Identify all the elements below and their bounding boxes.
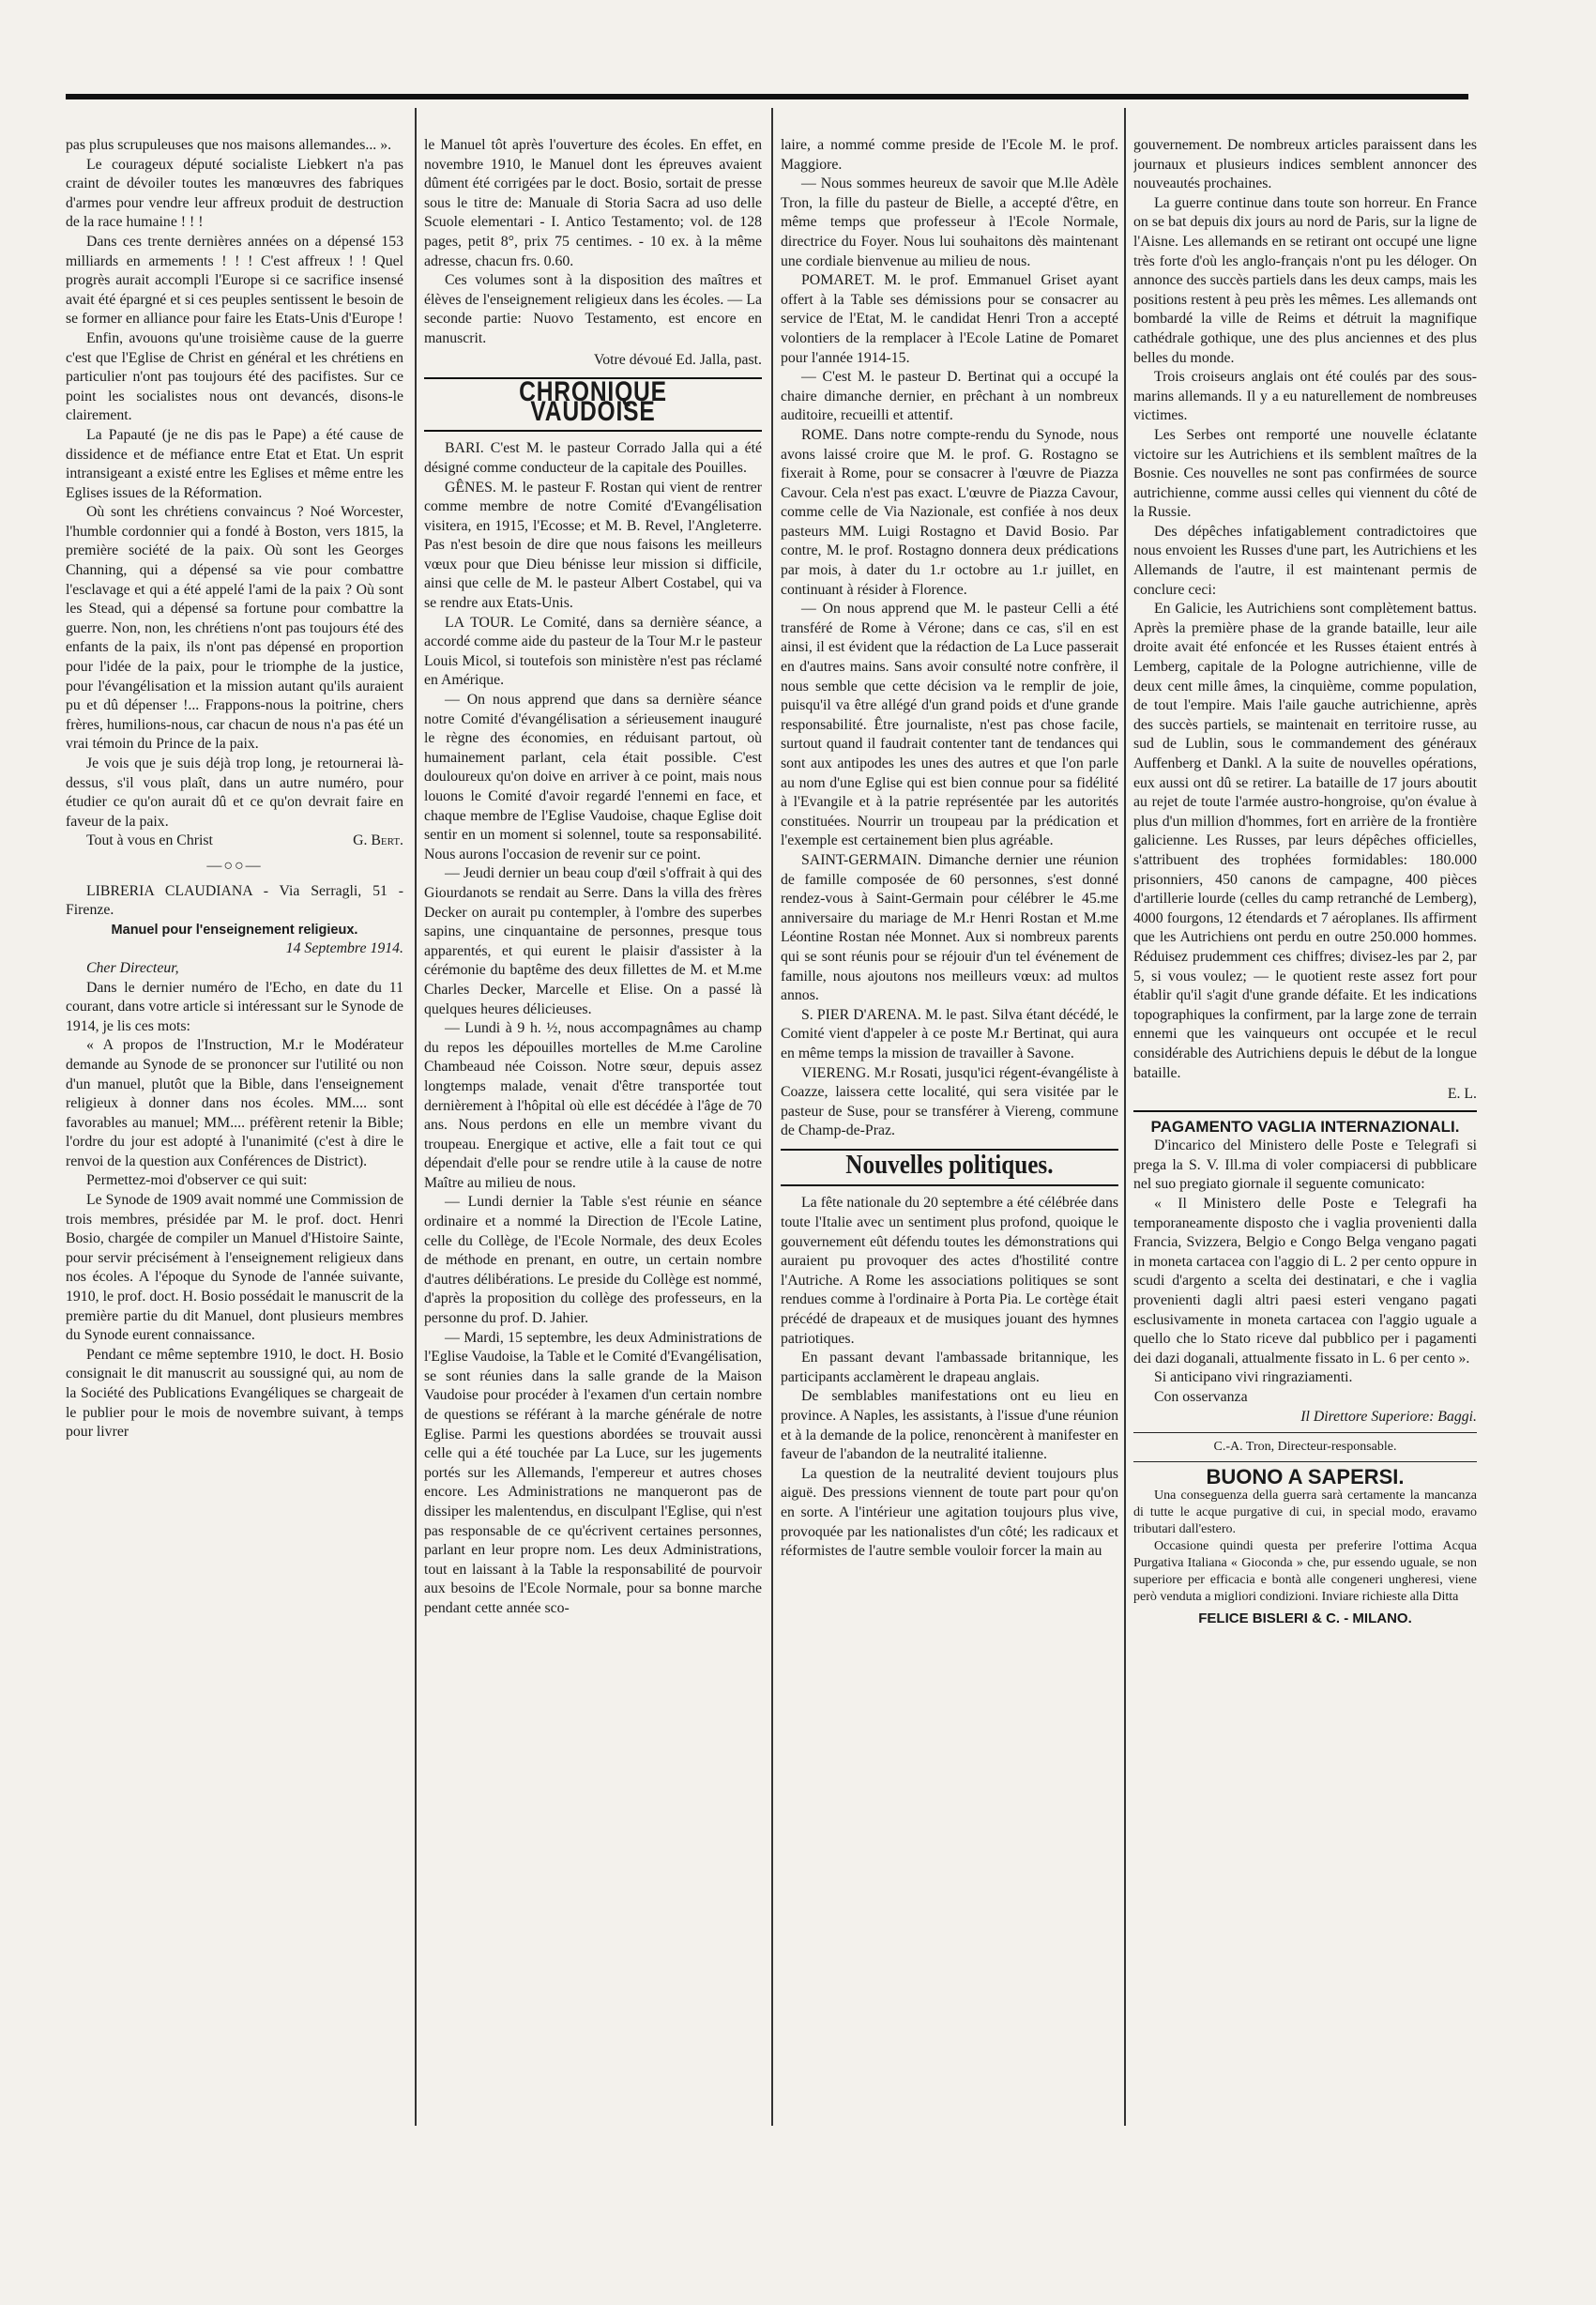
column-1 — [66, 136, 403, 1443]
paragraph: Ces volumes sont à la disposition des maîtres et élèves de l'enseignement religieux dans les écoles. — La seconde partie: Nuovo Testamento, est encore en manuscrit. — [424, 272, 762, 346]
paragraph: S. PIER D'ARENA. M. le past. Silva étant décédé, le Comité vient d'appeler à ce poste M.r Bertinat, qui aura en même temps la mission de travailler à Savone. — [781, 1006, 1118, 1061]
column-divider — [415, 108, 417, 2126]
firm-name: FELICE BISLERI & C. - MILANO. — [1198, 1610, 1412, 1626]
closing: Tout à vous en Christ — [86, 832, 213, 849]
paragraph: « Il Ministero delle Poste e Telegrafi ha temporaneamente disposto che i vaglia provenienti dalla Francia, Svizzera, Belgio e Congo Belga vengano pagati in moneta cartacea con l'aggio di L. 2 per cento oppure in scudi d'argento a scelta dei destinatari, e che i vaglia provenienti dagli altri paesi esteri vengano pagati esclusivamente in moneta cartacea con l'aggio uguale a quello che lo Stato riceve dal pubblico per i pagamenti dei dazi doganali, attualmente fissato in L. 6 per cento ». — [1133, 1196, 1477, 1366]
letter-date: 14 Septembre 1914. — [285, 940, 403, 957]
paragraph: Pendant ce même septembre 1910, le doct. H. Bosio consignait le dit manuscrit au soussigné qui, au nom de la Société des Publications Evangéliques se chargeait de le publier pour le mois de novembre suivant, à temps pour livrer — [66, 1346, 403, 1441]
paragraph: Des dépêches infatigablement contradictoires que nous envoient les Russes d'une part, les Autrichiens et les Allemands de l'autre, il est maintenant permis de conclure ceci: — [1133, 523, 1477, 598]
section-title: CHRONIQUE VAUDOISE — [519, 376, 667, 427]
paragraph: En Galicie, les Autrichiens sont complètement battus. Après la première phase de la grande bataille, leur aile droite avait été enfoncée et les Russes étaient entrés à Lemberg, capitale de la Pologne autrichienne, ville de deux cent mille âmes, la cinquième, comme population, de tout l'empire. Mais l'aile gauche autrichienne, après des succès partiels, se maintenait en territoire russe, au sud de Lublin, sous le commandement des généraux Auffenberg et Dankl. A la suite de nouvelles opérations, eux aussi ont dû se retirer. La bataille de 17 jours aboutit au rejet de toute l'armée austro-hongroise, qu'on évalue à plus d'un million d'hommes, fort en arrière de la frontière galicienne. Les Russes, par leurs dépêches officielles, s'attribuent des trophées formidables: 180.000 prisonniers, 450 canons de campagne, 400 pièces d'artillerie lourde (celles du camp retranché de Lemberg), 4000 fourgons, 12 étendards et 7 aéroplanes. Ils affirment que les Autrichiens ont perdu en outre 250.000 hommes. Réduisez prudemment ces chiffres; divisez-les par 2, par 5, si vous voulez; — le quotient reste assez fort pour établir qu'il s'agit d'une grande défaite. Et les indications topographiques la confirment, par la large zone de terrain ennemi que les vainqueurs ont occupée et le recul considérable des Autrichiens depuis le début de la longue bataille. — [1133, 601, 1477, 1081]
paragraph: POMARET. M. le prof. Emmanuel Griset ayant offert à la Table ses démissions pour se consacrer au service de l'Etat, M. le candidat Henri Tron a accepté volontiers de la remplacer à l'Ecole Latine de Pomaret pour l'année 1914-15. — [781, 272, 1118, 366]
paragraph: Dans le dernier numéro de l'Echo, en date du 11 courant, dans votre article si intéressant sur le Synode de 1914, je lis ces mots: — [66, 979, 403, 1034]
signature: Votre dévoué Ed. Jalla, past. — [593, 351, 762, 368]
paragraph: GÊNES. M. le pasteur F. Rostan qui vient de rentrer comme membre de notre Comité d'Evangélisation visitera, en 1915, l'Ecosse; et M. B. Revel, l'Angleterre. Pas n'est besoin de dire que nous faisons les meilleurs vœux pour que Dieu bénisse leur mission si difficile, ainsi que celle de M. le pasteur Albert Costabel, qui va se rendre aux Etats-Unis. — [424, 479, 762, 612]
library-subheading: Manuel pour l'enseignement religieux. — [111, 922, 358, 938]
editor-line: C.-A. Tron, Directeur-responsable. — [1213, 1440, 1397, 1455]
advertisement-heading: BUONO A SAPERSI. — [1206, 1465, 1405, 1489]
paragraph: Où sont les chrétiens convaincus ? Noé Worcester, l'humble cordonnier qui a fondé à Boston, vers 1815, la première société de la paix. Où sont les Georges Channing, qui a dépensé sa vie pour combattre l'esclavage et qui a été appelé l'ami de la paix ? Où sont les Stead, qui a dépensé sa fortune pour combattre la guerre. Non, non, les chrétiens n'ont pas toujours été des enfants de la paix, ils n'ont pas dépensé en proportion pour l'idée de la paix, pour le triomphe de la justice, pour l'évangélisation et la mission autant qu'ils auraient pu et dû dépenser !... Frappons-nous la poitrine, chers frères, humilions-nous, car chacun de nous n'a pas été un vrai témoin du Prince de la paix. — [66, 504, 403, 753]
paragraph: — Mardi, 15 septembre, les deux Administrations de l'Eglise Vaudoise, la Table et le Comité d'Evangélisation, se sont réunies dans la salle grande de la Maison Vaudoise pour procéder à l'examen d'un certain nombre de questions se référant à la marche générale de notre Eglise. Parmi les questions abordées se trouvait aussi celle qui a été touchée par La Luce, sur les jugements portés sur les Allemands, l'empereur et autres choses encore. Les Administrations ne manqueront pas de dissiper les malentendus, en disculpant l'Eglise, qui n'est pas responsable de ce qu'écrivent certaines personnes, parlant en leur propre nom. Les deux Administrations, tout en laissant à la Table la responsabilité de pourvoir aux besoins de l'Ecole Normale, pour sa bonne marche pendant cette année sco- — [424, 1329, 762, 1616]
paragraph: — Lundi dernier la Table s'est réunie en séance ordinaire et a nommé la Direction de l'Ecole Latine, celle du Collège, de l'Ecole Normale, des deux Ecoles de méthode en prenant, en outre, un certain nombre d'autres délibérations. Le preside du Collège est nommé, d'après la proposition du collège des professeurs, en la personne du prof. D. Jahier. — [424, 1194, 762, 1327]
paragraph: — Lundi à 9 h. ½, nous accompagnâmes au champ du repos les dépouilles mortelles de M.me Caroline Chambeaud née Coisson. Notre sœur, depuis assez longtemps malade, venait d'être transportée tout dernièrement à l'hôpital où elle est décédée à l'âge de 70 ans. Nous perdons en elle un membre vivant du troupeau. Energique et active, elle a fait tout ce qui dépendait d'elle pour se rendre utile à la cause de notre Maître au milieu de nous. — [424, 1020, 762, 1191]
paragraph: Si anticipano vivi ringraziamenti. — [1154, 1369, 1353, 1386]
paragraph: SAINT-GERMAIN. Dimanche dernier une réunion de famille composée de 60 personnes, s'est donné rendez-vous à Saint-Germain pour célébrer le 45.me anniversaire du mariage de M.r Henri Rostan et M.me Léontine Rostan née Monnet. Aux si nombreux parents qui se sont réunis pour se réjouir d'un tel événement de famille, nous ajoutons nos meilleurs vœux: ad multos annos. — [781, 851, 1118, 1004]
paragraph: — C'est M. le pasteur D. Bertinat qui a occupé la chaire dimanche dernier, en prêchant à un nombreux auditoire, recueilli et attentif. — [781, 369, 1118, 424]
paragraph: La question de la neutralité devient toujours plus aiguë. Des pressions viennent de toute part pour qu'on en sorte. A l'intérieur une agitation toujours plus vive, provoquée par les nationalistes d'un côté; les radicaux et réformistes de l'autre semble vouloir forcer la main au — [781, 1465, 1118, 1560]
separator: —○○— — [206, 857, 263, 874]
paragraph: Enfin, avouons qu'une troisième cause de la guerre c'est que l'Eglise de Christ en général et les chrétiens en particulier n'ont pas toujours été des pacifistes. Sur ce point les socialistes nous ont devancés, disons-le clairement. — [66, 329, 403, 424]
paragraph: — Nous sommes heureux de savoir que M.lle Adèle Tron, la fille du pasteur de Bielle, a accepté d'être, en même temps que professeur à l'Ecole Normale, directrice du Foyer. Nous lui souhaitons dès maintenant une cordiale bienvenue au milieu de nous. — [781, 176, 1118, 269]
paragraph: ROME. Dans notre compte-rendu du Synode, nous avons laissé croire que M. le prof. G. Rostagno se fixerait à Rome, pour se consacrer à l'œuvre de Piazza Cavour. Cela n'est pas exact. L'œuvre de Piazza Cavour, comme celle de Via Nazionale, est confiée à nos deux pasteurs MM. Luigi Rostagno et David Bosio. Par contre, M. le prof. Rostagno donnera deux prédications par mois, à dater du 1.r octobre au 1.r juillet, en continuant à résider à Florence. — [781, 426, 1118, 598]
paragraph: BARI. C'est M. le pasteur Corrado Jalla qui a été désigné comme conducteur de la capitale des Pouilles. — [424, 440, 762, 476]
paragraph: pas plus scrupuleuses que nos maisons allemandes... ». — [66, 137, 392, 153]
column-4 — [1133, 136, 1477, 1628]
paragraph: Una conseguenza della guerra sarà certamente la mancanza di tutte le acque purgative di cui, in special modo, eravamo tributari dall'estero. — [1133, 1488, 1477, 1536]
paragraph: laire, a nommé comme preside de l'Ecole M. le prof. Maggiore. — [781, 137, 1118, 173]
column-3 — [781, 136, 1118, 1562]
advertisement-heading: PAGAMENTO VAGLIA INTERNAZIONALI. — [1133, 1110, 1477, 1137]
paragraph: LA TOUR. Le Comité, dans sa dernière séance, a accordé comme aide du pasteur de la Tour M.r le pasteur Louis Micol, si toutefois son ministère n'est pas réclamé en Amérique. — [424, 614, 762, 689]
letter-salutation: Cher Directeur, — [86, 959, 179, 976]
signature: Il Direttore Superiore: Baggi. — [1300, 1408, 1477, 1425]
section-header — [781, 1149, 1118, 1187]
paragraph: le Manuel tôt après l'ouverture des écoles. En effet, en novembre 1910, le Manuel dont les épreuves avaient dûment été corrigées par le doct. Bosio, sortait de presse sous le titre de: Manuale di Storia Sacra ad uso delle Scuole elementari - I. Antico Testamento; vol. de 128 pages, petit 8°, prix 75 centimes. - 10 ex. à la même adresse, chacun frs. 0.60. — [424, 137, 762, 269]
divider — [1133, 1432, 1477, 1433]
paragraph: D'incarico del Ministero delle Poste e Telegrafi si prega la S. V. Ill.ma di voler compiacersi di pubblicare nel suo pregiato giornale il seguente comunicato: — [1133, 1137, 1477, 1193]
signature-line — [66, 832, 403, 851]
paragraph: De semblables manifestations ont eu lieu en province. A Naples, les assistants, à l'issue d'une réunion et à la demande de la police, renoncèrent à manifester en faveur de l'abandon de la neutralité italienne. — [781, 1388, 1118, 1463]
paragraph: Le Synode de 1909 avait nommé une Commission de trois membres, présidée par M. le prof. doct. Henri Bosio, chargée de compiler un Manuel d'Histoire Sainte, pour servir précisément à l'enseignement religieux dans nos écoles. A l'époque du Synode de l'année suivante, 1910, le prof. doct. H. Bosio possédait le manuscrit de la première partie du dit Manuel, dont plusieurs membres du Synode eurent connaissance. — [66, 1192, 403, 1344]
paragraph: — On nous apprend que M. le pasteur Celli a été transféré de Rome à Vérone; dans ce cas, s'il en est ainsi, il est évident que la rédaction de La Luce passerait en d'autres mains. Sans avoir consulté notre confrère, il nous semble que cette décision va le remplir de joie, puisqu'il va être allégé d'un grand poids et d'une grande responsabilité. Être journaliste, n'est pas chose facile, surtout quand il faudrait contenter tant de tendances qui sont aux antipodes les unes des autres et que l'on parle au nom d'une Eglise qui est bien connue pour sa fidélité à l'Evangile et à la patrie représentée par les autorités constituées. Nourrir un troupeau par la prédication et l'exemple est certainement bien plus agréable. — [781, 601, 1118, 849]
paragraph: En passant devant l'ambassade britannique, les participants acclamèrent le drapeau anglais. — [781, 1350, 1118, 1385]
paragraph: Trois croiseurs anglais ont été coulés par des sous-marins allemands. Il y a eu naturellement de nombreuses victimes. — [1133, 369, 1477, 424]
paragraph: Occasione quindi questa per preferire l'ottima Acqua Purgativa Italiana « Gioconda » che, pur essendo uguale, se non superiore per efficacia e bontà alle congeneri ungheresi, viene però venduta a migliori condizioni. Inviare richieste alla Ditta — [1133, 1538, 1477, 1604]
paragraph: La guerre continue dans toute son horreur. En France on se bat depuis dix jours au nord de Paris, sur la ligne de l'Aisne. Les allemands en se retirant ont occupé une ligne très forte d'où les anglo-français n'ont pu les déloger. On annonce des succès partiels dans les deux camps, mais les positions restent à peu près les mêmes. Les allemands ont bombardé la ville de Reims et détruit la magnifique cathédrale gothique, une des plus anciennes et des plus belles du monde. — [1133, 194, 1477, 366]
paragraph: Je vois que je suis déjà trop long, je retournerai là-dessus, s'il vous plaît, dans un autre numéro, pour étudier ce qu'on aurait dû et ce qu'on devrait faire en faveur de la paix. — [66, 756, 403, 830]
divider — [1133, 1461, 1477, 1462]
library-heading: LIBRERIA CLAUDIANA - Via Serragli, 51 - Firenze. — [66, 882, 403, 919]
paragraph: gouvernement. De nombreux articles paraissent dans les journaux et plusieurs indices semblent annoncer des nouveautés prochaines. — [1133, 137, 1477, 192]
author: G. Bert. — [353, 832, 403, 849]
column-divider — [1124, 108, 1126, 2126]
paragraph: Con osservanza — [1154, 1389, 1248, 1405]
top-rule — [66, 94, 1468, 99]
paragraph: « A propos de l'Instruction, M.r le Modérateur demande au Synode de se prononcer sur l'utilité ou non d'un manuel, plutôt que la Bible, dans l'enseignement religieux à donner dans nos écoles. MM.... sont favorables au manuel; MM.... préfèrent retenir la Bible; l'ordre du jour est adopté à l'unanimité (c'est à dire le renvoi de la question aux Conférences de District). — [66, 1037, 403, 1169]
section-title: Nouvelles politiques. — [845, 1150, 1054, 1180]
signature: E. L. — [1447, 1086, 1477, 1103]
paragraph: Dans ces trente dernières années on a dépensé 153 milliards en armements ! ! ! C'est affreux ! ! Quel progrès aurait accompli l'Europe si ce sacrifice insensé avait été épargné et si ces peuples sentissent le besoin de se former en alliance pour faire les Etats-Unis d'Europe ! — [66, 233, 403, 328]
paragraph: La fête nationale du 20 septembre a été célébrée dans toute l'Italie avec un sentiment plus profond, quoique le gouvernement eût défendu toutes les démonstrations qui auraient pu provoquer des actes d'hostilité contre l'Autriche. A Rome les associations politiques se sont rendues comme à l'ordinaire à Porta Pia. Le cortège était précédé de drapeaux et de musiques jouant des hymnes patriotiques. — [781, 1195, 1118, 1347]
paragraph: VIERENG. M.r Rosati, jusqu'ici régent-évangéliste à Coazze, laissera cette localité, qui sera visitée par le pasteur de Suse, pour se transférer à Viereng, commune de Champ-de-Praz. — [781, 1064, 1118, 1139]
paragraph: La Papauté (je ne dis pas le Pape) a été cause de dissidence et de méfiance entre Etat et Etat. Un esprit intransigeant a existé entre les Eglises et même entre les Eglises issues de la Réformation. — [66, 426, 403, 501]
paragraph: Les Serbes ont remporté une nouvelle éclatante victoire sur les Autrichiens et ils semblent maîtres de la Bosnie. Ces nouvelles ne sont pas confirmées de source autrichienne, comme aussi celles qui viennent du côté de la Russie. — [1133, 426, 1477, 521]
column-divider — [771, 108, 773, 2126]
paragraph: — Jeudi dernier un beau coup d'œil s'offrait à qui des Giourdanots se rendait au Serre. Dans la villa des frères Decker on aurait pu contempler, à l'ombre des superbes sapins, une cinquantaine de personnes, presque tous apparentés, et qui eurent le plaisir d'assister à la cérémonie du baptême des deux fillettes de M. et M.me Charles Decker, Marcelle et Elise. On a passé là quelques heures délicieuses. — [424, 865, 762, 1017]
section-header — [424, 377, 762, 432]
paragraph: Le courageux député socialiste Liebkert n'a pas craint de dévoiler toutes les manœuvres des fabriques d'armes pour vendre leur affreux produit de destruction de la race humaine ! ! ! — [66, 156, 403, 231]
paragraph: Permettez-moi d'observer ce qui suit: — [86, 1172, 308, 1189]
column-2 — [424, 136, 762, 1619]
paragraph: — On nous apprend que dans sa dernière séance notre Comité d'évangélisation a sérieusement inauguré le règne des économies, en réduisant partout, où humainement parlant, cela était possible. C'est douloureux qu'on doive en arriver à ce point, mais nous louons le Comité d'avoir regardé l'ennemi en face, et chaque membre de l'Eglise Vaudoise, chaque Eglise doit sentir en un moment si solennel, toute sa responsabilité. Nous aurons l'occasion de revenir sur ce point. — [424, 692, 762, 862]
